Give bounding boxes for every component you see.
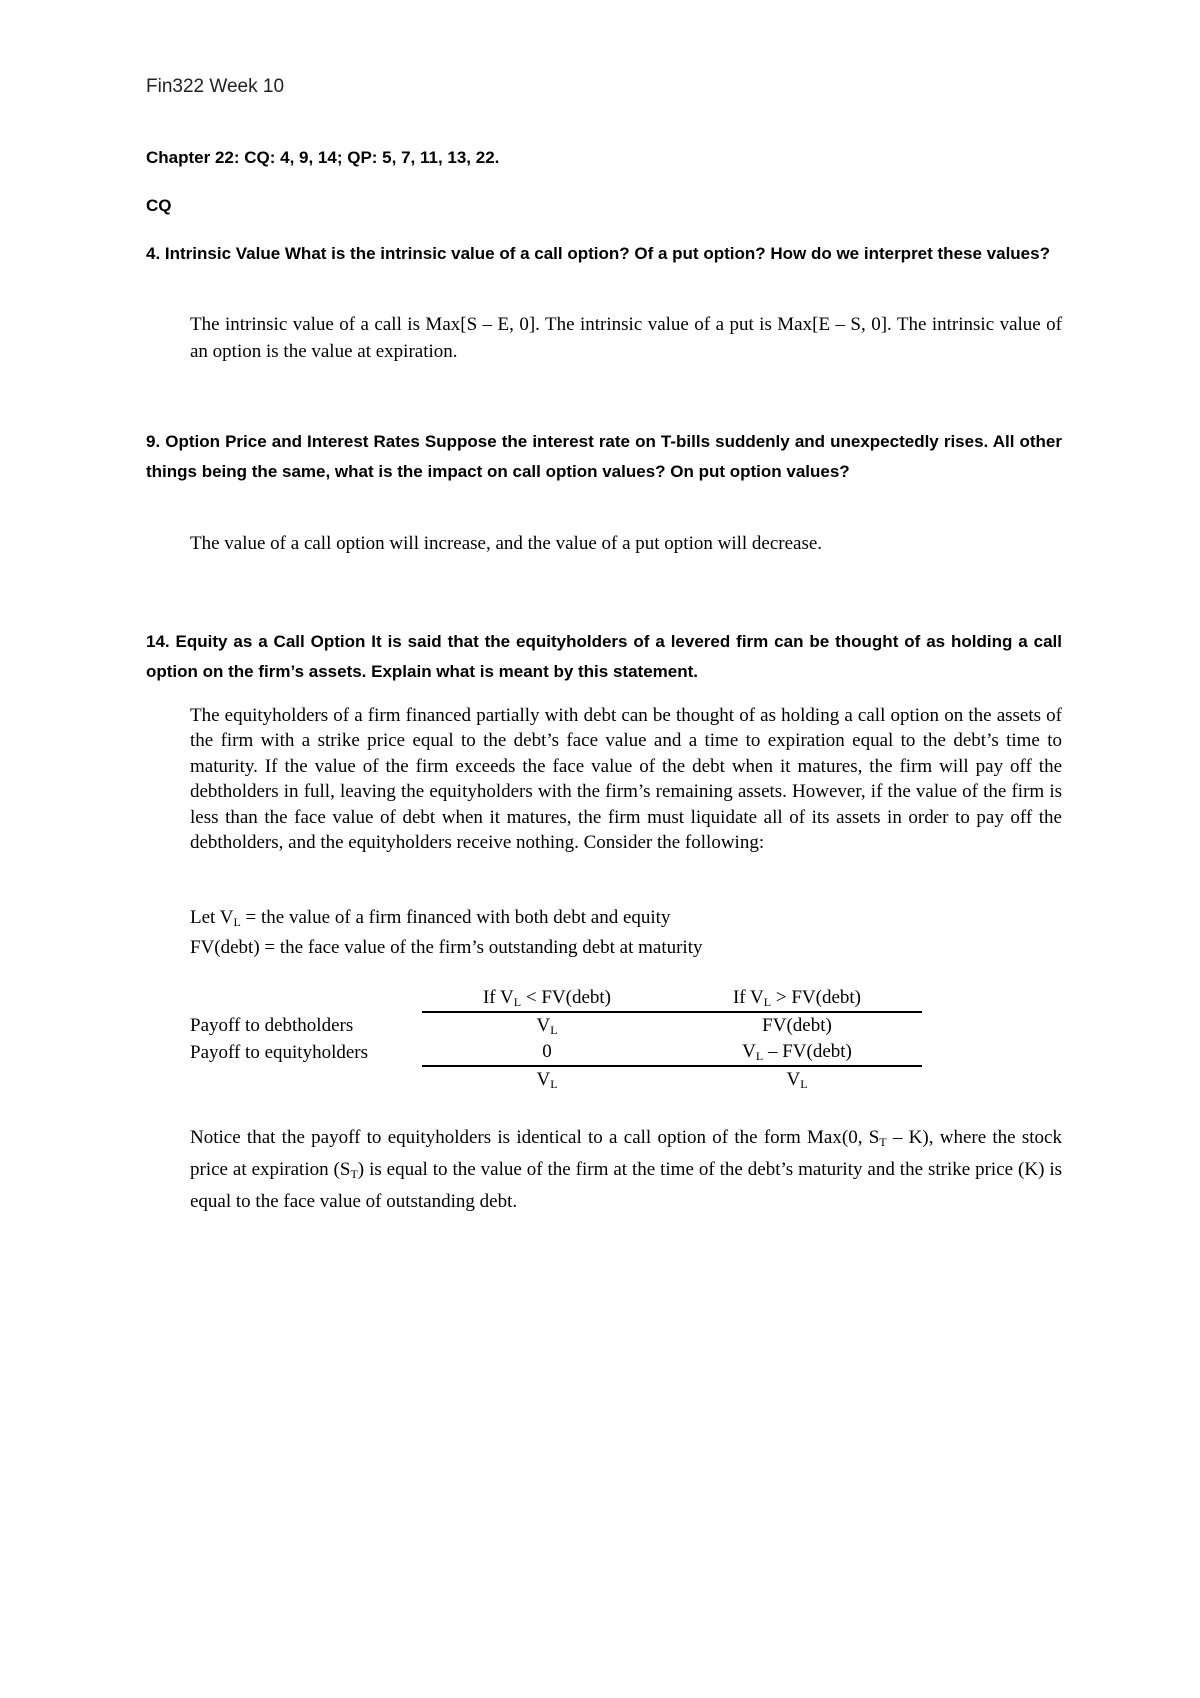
header-col2-pre: If V <box>732 986 764 1008</box>
row1-col1-pre: V <box>536 1014 551 1036</box>
total-col2-pre: V <box>786 1068 801 1090</box>
note-sub2: T <box>350 1167 358 1181</box>
total-col1-sub: L <box>550 1076 558 1091</box>
row2-col1-pre: 0 <box>542 1040 552 1062</box>
question-4: 4. Intrinsic Value What is the intrinsic value of a call option? Of a put option? How do we interpret these values? <box>146 244 1050 263</box>
header-col2 <box>672 985 922 1012</box>
definition-vl <box>190 905 703 935</box>
question-14: 14. Equity as a Call Option It is said that the equityholders of a levered firm can be thought of as holding a call option on the firm’s assets. Explain what is meant by this statement. <box>146 632 1062 681</box>
row2-col1 <box>422 1039 672 1066</box>
definition-vl-subscript: L <box>233 915 241 929</box>
chapter-assignment-line: Chapter 22: CQ: 4, 9, 14; QP: 5, 7, 11, 13, 22. <box>146 148 500 167</box>
answer-9: The value of a call option will increase, and the value of a put option will decrease. <box>190 533 823 554</box>
row2-col2-pre: V <box>742 1040 756 1062</box>
table-row-total <box>190 1066 922 1093</box>
note-part2: – K), where the stock price at expiration (S <box>190 1127 1062 1180</box>
total-col1-pre: V <box>536 1068 551 1090</box>
definitions <box>190 905 703 960</box>
answer-4: The intrinsic value of a call is Max[S – E, 0]. The intrinsic value of a put is Max[E – S, 0]. The intrinsic value of an option is the value at expiration. <box>190 314 1062 362</box>
row2-col2 <box>672 1039 922 1066</box>
header-col1-post: < FV(debt) <box>521 986 611 1008</box>
section-label: CQ <box>146 196 172 215</box>
header-blank <box>190 985 422 1012</box>
answer-14: The equityholders of a firm financed partially with debt can be thought of as holding a call option on the assets of the firm with a strike price equal to the debt’s face value and a time to expiration equal to the debt’s time to maturity. If the value of the firm exceeds the face value of the debt when it matures, the firm will pay off the debtholders in full, leaving the equityholders with the firm’s remaining assets. However, if the value of the firm is less than the face value of debt when it matures, the firm must liquidate all of its assets in order to pay off the debtholders, and the equityholders receive nothing. Consider the following: <box>190 705 1062 854</box>
header-col1 <box>422 985 672 1012</box>
definition-vl-suffix: = the value of a firm financed with both debt and equity <box>240 907 671 928</box>
header-col2-sub: L <box>763 994 772 1009</box>
header-col1-pre: If V <box>482 986 514 1008</box>
total-col1 <box>422 1066 672 1093</box>
header-col1-sub: L <box>513 994 522 1009</box>
row2-label: Payoff to equityholders <box>190 1041 369 1063</box>
row1-label: Payoff to debtholders <box>190 1014 354 1036</box>
payoff-table-header <box>190 985 922 1012</box>
definition-fv: FV(debt) = the face value of the firm’s outstanding debt at maturity <box>190 937 703 958</box>
total-col2 <box>672 1066 922 1093</box>
row2-col2-sub: L <box>755 1048 764 1063</box>
total-label-blank <box>190 1066 422 1093</box>
page-header: Fin322 Week 10 <box>146 76 285 97</box>
note-sub1: T <box>879 1135 887 1149</box>
table-row-equityholders <box>190 1039 922 1066</box>
total-col2-sub: L <box>800 1076 808 1091</box>
row1-col2 <box>672 1012 922 1039</box>
row1-col1-sub: L <box>550 1022 558 1037</box>
note-part1: Notice that the payoff to equityholders is identical to a call option of the form Max(0, S <box>190 1127 880 1148</box>
header-col2-post: > FV(debt) <box>771 986 861 1008</box>
row2-col2-post: – FV(debt) <box>763 1040 852 1062</box>
definition-vl-prefix: Let V <box>190 907 234 928</box>
table-row-debtholders <box>190 1012 922 1039</box>
payoff-table <box>190 985 922 1093</box>
row1-col1 <box>422 1012 672 1039</box>
note-part3: ) is equal to the value of the firm at the time of the debt’s maturity and the strike price (K) is equal to the face value of outstanding debt. <box>190 1159 1063 1212</box>
question-9: 9. Option Price and Interest Rates Suppose the interest rate on T-bills suddenly and unexpectedly rises. All other things being the same, what is the impact on call option values? On put option values? <box>146 432 1062 481</box>
closing-note <box>190 1124 1062 1215</box>
row1-col2-pre: FV(debt) <box>762 1014 832 1036</box>
